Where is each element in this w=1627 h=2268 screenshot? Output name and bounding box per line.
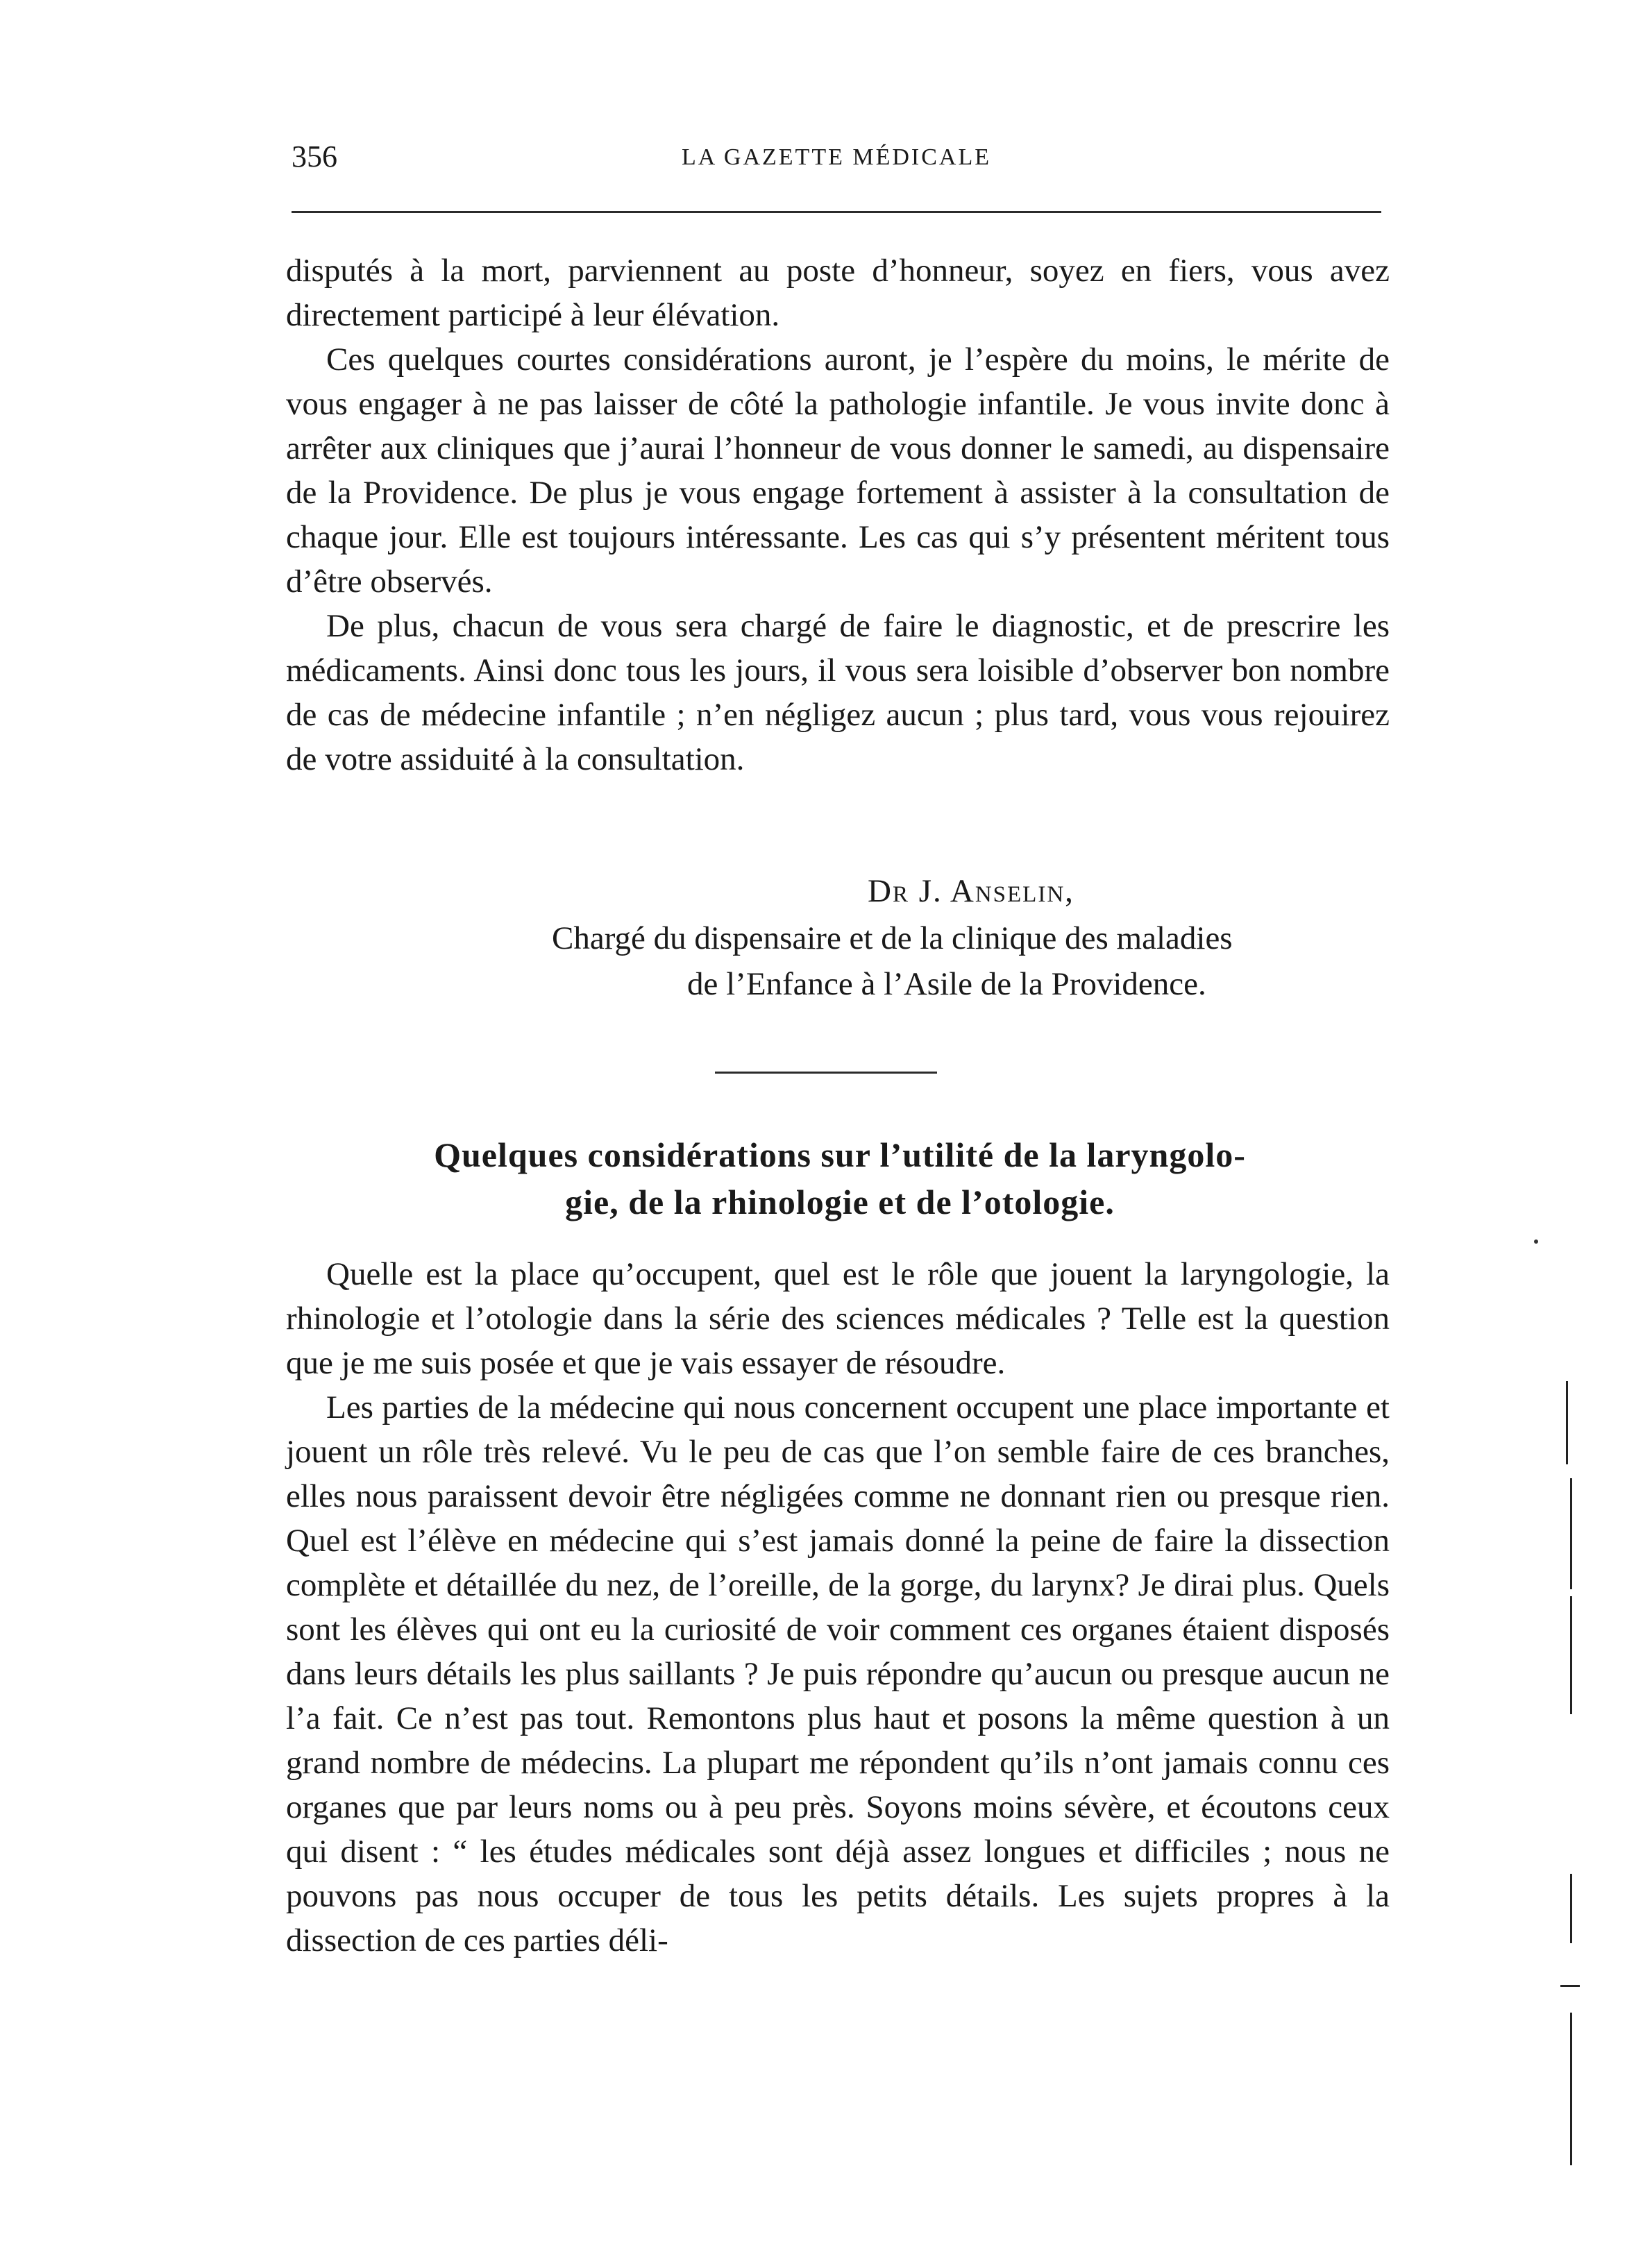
top-section-text: [286, 248, 1390, 781]
signature-title-line-2: de l’Enfance à l’Asile de la Providence.: [687, 966, 1206, 1002]
margin-mark: [1570, 1596, 1572, 1714]
page-number: 356: [292, 139, 337, 174]
page-header: [292, 139, 1381, 187]
header-rule: [292, 211, 1381, 213]
margin-mark: [1570, 1874, 1572, 1943]
margin-mark: [1570, 2013, 1572, 2165]
paragraph: disputés à la mort, parviennent au poste d’honneur, soyez en fiers, vous avez directement participé à leur élévation.: [286, 253, 1390, 333]
article-body: [286, 1252, 1390, 1963]
paragraph: Quelle est la place qu’occupent, quel est le rôle que jouent la laryngologie, la rhinologie et l’otologie dans la série des sciences médicales ? Telle est la question que je me suis posée et que je vais essayer de résoudre.: [286, 1256, 1390, 1381]
signature-name: Dr J. Anselin,: [868, 873, 1074, 909]
signature-title-line-1: Chargé du dispensaire et de la clinique des maladies: [552, 920, 1233, 956]
paragraph: Les parties de la médecine qui nous concernent occupent une place importante et jouent un rôle très relevé. Vu le peu de cas que l’on semble faire de ces branches, elles nous paraissent devoir être négligées comme ne donnant rien ou presque rien. Quel est l’élève en médecine qui s’est jamais donné la peine de faire la dissection complète et détaillée du nez, de l’oreille, de la gorge, du larynx? Je dirai plus. Quels sont les élèves qui ont eu la curiosité de voir comment ces organes étaient disposés dans leurs détails les plus saillants ? Je puis répondre qu’aucun ou presque aucun ne l’a fait. Ce n’est pas tout. Remontons plus haut et posons la même question à un grand nombre de médecins. La plupart me répondent qu’ils n’ont jamais connu ces organes que par leurs noms ou à peu près. Soyons moins sévère, et écoutons ceux qui disent : “ les études médicales sont déjà assez longues et difficiles ; nous ne pouvons pas nous occuper de tous les petits détails. Les sujets propres à la dissection de ces parties déli-: [286, 1389, 1390, 1958]
article-title-line-1: Quelques considérations sur l’utilité de la laryngolo-: [434, 1135, 1246, 1174]
margin-mark: [1566, 1381, 1568, 1464]
article-title: [285, 1131, 1395, 1226]
paragraph: De plus, chacun de vous sera chargé de faire le diagnostic, et de prescrire les médicaments. Ainsi donc tous les jours, il vous sera loisible d’observer bon nombre de cas de médecine infantile ; n’en négligez aucun ; plus tard, vous vous rejouirez de votre assiduité à la consultation.: [286, 608, 1390, 777]
margin-dot: [1534, 1239, 1538, 1244]
margin-mark: [1570, 1478, 1572, 1589]
paragraph: Ces quelques courtes considérations auront, je l’espère du moins, le mérite de vous engager à ne pas laisser de côté la pathologie infantile. Je vous invite donc à arrêter aux cliniques que j’aurai l’honneur de vous donner le samedi, au dispensaire de la Providence. De plus je vous engage fortement à assister à la consultation de chaque jour. Elle est toujours intéressante. Les cas qui s’y présentent méritent tous d’être observés.: [286, 341, 1390, 600]
section-divider: [715, 1072, 937, 1074]
running-title: LA GAZETTE MÉDICALE: [681, 144, 992, 170]
margin-mark: [1560, 1985, 1580, 1987]
article-title-line-2: gie, de la rhinologie et de l’otologie.: [565, 1183, 1115, 1221]
